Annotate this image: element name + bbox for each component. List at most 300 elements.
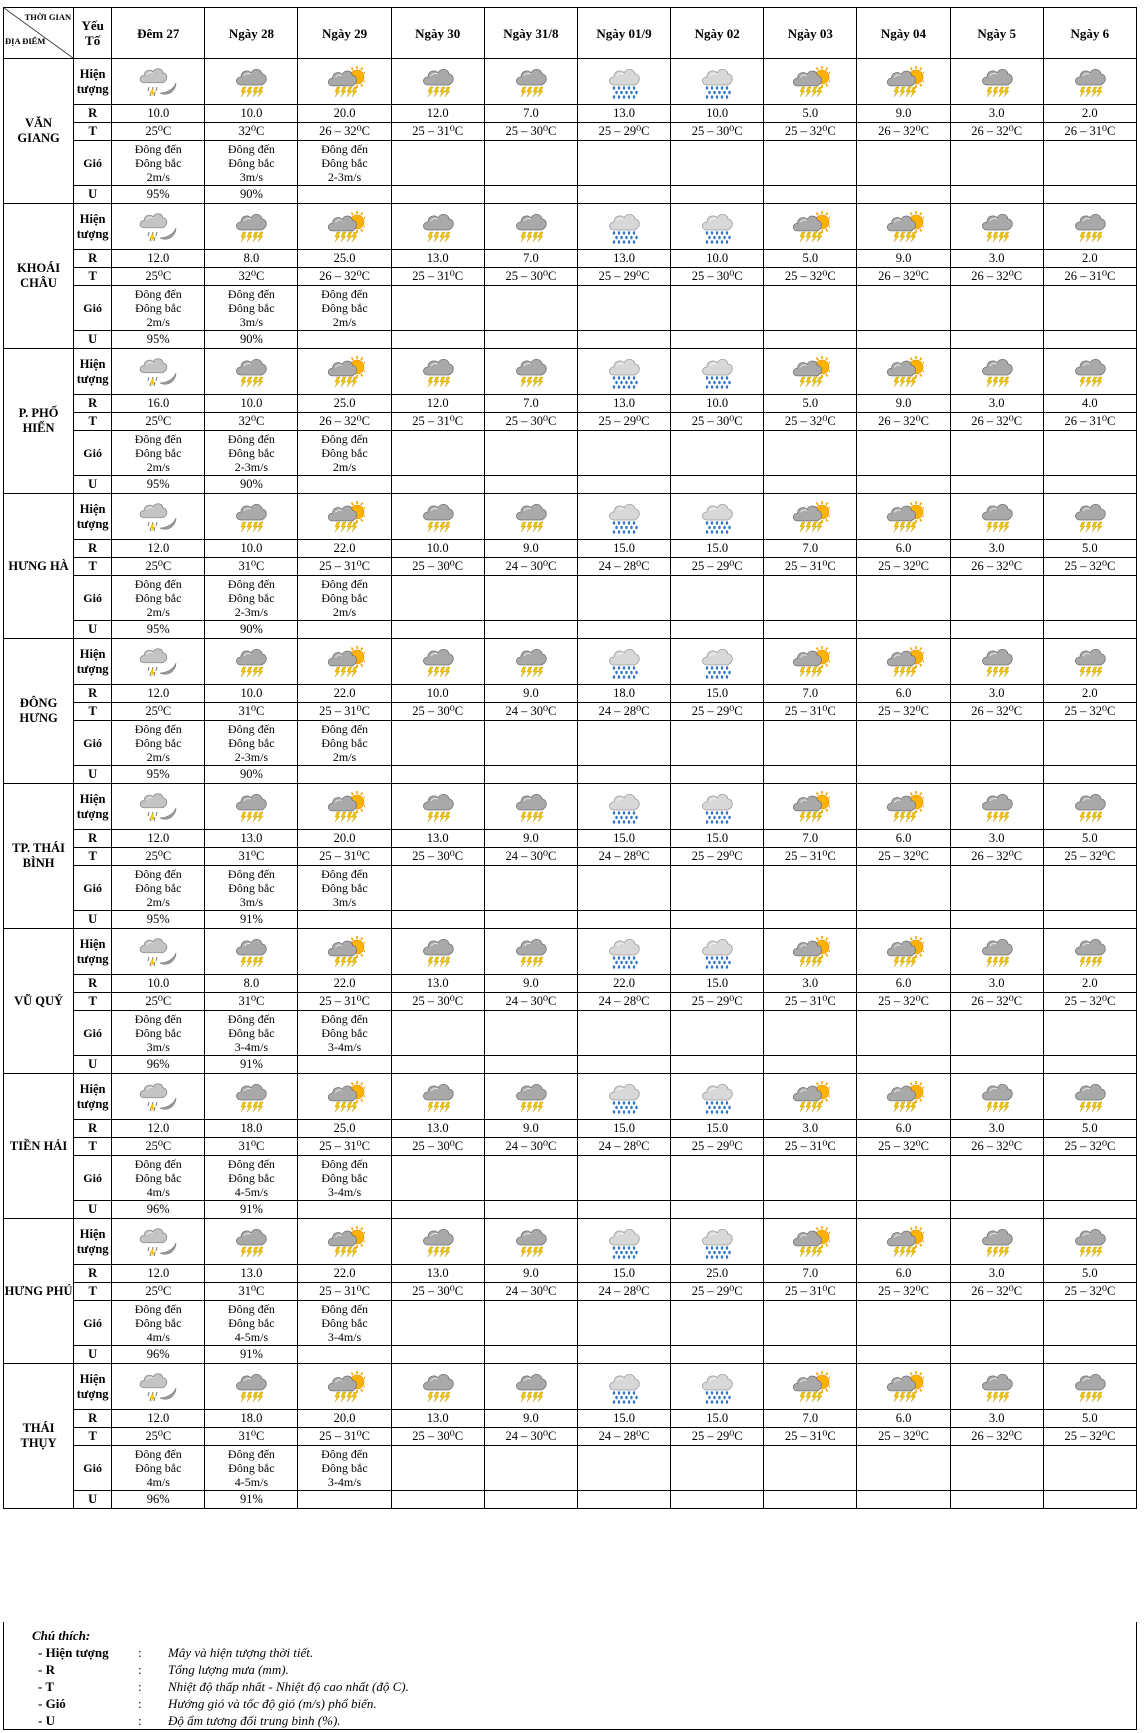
wind-line: Đông đến [134,1012,182,1026]
wind-line: Đông bắc [135,591,182,605]
phenomenon-cell [671,639,764,685]
wind-cell [484,721,577,766]
humidity-cell [764,1491,857,1509]
wind-cell [205,286,298,331]
wind-line: Đông đến [227,287,275,301]
wind-cell [764,431,857,476]
wind-label: Gió [74,576,112,621]
wind-cell [391,431,484,476]
humidity-cell [391,1056,484,1074]
sun-storm-icon [325,353,365,391]
rain-cell: 13.0 [391,830,484,848]
rain-cell: 10.0 [671,395,764,413]
phenomenon-cell [298,1364,391,1410]
phenomenon-cell [1043,639,1136,685]
temp-cell: 24 – 30⁰C [484,1428,577,1446]
wind-line: Đông đến [227,577,275,591]
wind-cell [857,141,950,186]
phenomenon-cell [484,639,577,685]
thunderstorm-icon [1070,1223,1110,1261]
wind-cell [671,576,764,621]
humidity-cell [484,621,577,639]
wind-line: Đông đến [227,722,275,736]
legend [3,1622,1137,1730]
rain-label: R [74,685,112,703]
wind-cell [205,431,298,476]
temp-cell: 26 – 31⁰C [1043,413,1136,431]
wind-line: 3m/s [239,315,264,329]
rain-cloud-icon [604,933,644,971]
legend-key: - R [38,1662,55,1677]
rain-cloud-icon [697,1223,737,1261]
wind-cell [205,1011,298,1056]
rain-cell: 16.0 [112,395,205,413]
wind-cell [950,431,1043,476]
wind-line: Đông bắc [321,1461,368,1475]
wind-line: Đông đến [321,142,369,156]
phenomenon-cell [950,784,1043,830]
wind-line: Đông bắc [135,881,182,895]
phenomenon-row [4,1364,1137,1410]
wind-line: 3-4m/s [234,1040,269,1054]
temp-cell: 25 – 30⁰C [671,123,764,141]
wind-label: Gió [74,1446,112,1491]
humidity-cell [764,186,857,204]
wind-line: Đông bắc [135,736,182,750]
temp-cell: 25 – 29⁰C [577,123,670,141]
thunderstorm-icon [418,788,458,826]
rain-cell: 2.0 [1043,250,1136,268]
temp-cell: 25 – 31⁰C [391,413,484,431]
wind-cell [391,141,484,186]
wind-line: Đông đến [227,1302,275,1316]
phenomenon-cell [484,784,577,830]
thunderstorm-icon [511,643,551,681]
sun-storm-icon [325,1368,365,1406]
wind-line: Đông đến [227,1012,275,1026]
humidity-cell [857,1346,950,1364]
temp-cell: 25 – 32⁰C [764,123,857,141]
phenomenon-cell [1043,1219,1136,1265]
legend-title: Chú thích: [32,1628,91,1643]
rain-cell: 8.0 [205,975,298,993]
sun-storm-icon [884,208,924,246]
temp-cell: 25 – 31⁰C [391,268,484,286]
phenomenon-cell [857,494,950,540]
phenomenon-label: Hiện tượng [74,204,112,250]
humidity-cell [577,1056,670,1074]
corner-cell [4,8,74,59]
wind-cell [1043,141,1136,186]
wind-line: 3m/s [239,170,264,184]
rain-cell: 5.0 [764,105,857,123]
wind-label: Gió [74,1301,112,1346]
wind-line: 2m/s [332,750,357,764]
night-cloud-rain-icon [138,1078,178,1116]
rain-cell: 3.0 [950,1265,1043,1283]
humidity-cell: 91% [205,1491,298,1509]
rain-cloud-icon [604,1078,644,1116]
wind-line: Đông đến [227,1447,275,1461]
rain-cell: 6.0 [857,1265,950,1283]
phenomenon-cell [950,929,1043,975]
temp-row [4,993,1137,1011]
phenomenon-cell [764,639,857,685]
rain-cell: 25.0 [298,395,391,413]
sun-storm-icon [790,1078,830,1116]
phenomenon-cell [205,59,298,105]
rain-row [4,540,1137,558]
wind-row [4,1446,1137,1491]
temp-cell: 31⁰C [205,703,298,721]
wind-cell [112,576,205,621]
temp-cell: 24 – 30⁰C [484,703,577,721]
humidity-cell [671,1346,764,1364]
wind-line: Đông đến [321,867,369,881]
temp-label: T [74,1138,112,1156]
wind-cell [298,431,391,476]
wind-line: Đông bắc [321,881,368,895]
rain-cell: 9.0 [857,105,950,123]
legend-desc: Độ ẩm tương đối trung bình (%). [168,1713,341,1728]
wind-cell [298,576,391,621]
thunderstorm-icon [1070,1078,1110,1116]
temp-cell: 26 – 32⁰C [950,123,1043,141]
humidity-cell [484,766,577,784]
temp-cell: 26 – 32⁰C [950,558,1043,576]
humidity-label: U [74,186,112,204]
wind-cell [1043,1011,1136,1056]
wind-line: Đông bắc [321,1026,368,1040]
humidity-cell [484,1491,577,1509]
temp-row [4,268,1137,286]
wind-line: 4m/s [146,1185,170,1199]
phenomenon-cell [298,494,391,540]
temp-cell: 26 – 32⁰C [857,268,950,286]
humidity-cell [671,1491,764,1509]
wind-line: 2m/s [146,170,170,184]
humidity-cell [671,186,764,204]
wind-cell [577,1301,670,1346]
wind-cell [484,1156,577,1201]
humidity-cell [577,911,670,929]
wind-cell [298,1446,391,1491]
temp-row [4,1283,1137,1301]
humidity-cell [1043,1491,1136,1509]
humidity-cell [764,1201,857,1219]
thunderstorm-icon [511,63,551,101]
humidity-row [4,621,1137,639]
day-header: Ngày 31/8 [484,8,577,59]
rain-label: R [74,1410,112,1428]
wind-cell [391,1011,484,1056]
phenomenon-cell [112,929,205,975]
humidity-cell: 90% [205,621,298,639]
phenomenon-label: Hiện tượng [74,494,112,540]
sun-storm-icon [325,1078,365,1116]
phenomenon-cell [577,929,670,975]
legend-colon: : [138,1645,142,1660]
temp-cell: 25 – 32⁰C [1043,848,1136,866]
rain-cloud-icon [604,788,644,826]
wind-cell [298,141,391,186]
wind-line: Đông bắc [135,1026,182,1040]
phenomenon-row [4,929,1137,975]
rain-cell: 12.0 [112,1265,205,1283]
rain-cell: 3.0 [950,1120,1043,1138]
wind-cell [1043,1446,1136,1491]
rain-cell: 4.0 [1043,395,1136,413]
humidity-cell [1043,1346,1136,1364]
wind-line: Đông đến [227,867,275,881]
legend-colon: : [138,1662,142,1677]
wind-label: Gió [74,431,112,476]
temp-cell: 25 – 31⁰C [764,848,857,866]
wind-cell [112,286,205,331]
wind-line: Đông đến [134,577,182,591]
night-cloud-rain-icon [138,933,178,971]
wind-cell [298,1156,391,1201]
rain-cell: 15.0 [671,1120,764,1138]
wind-line: 2m/s [332,315,357,329]
phenomenon-cell [857,639,950,685]
rain-cell: 7.0 [484,105,577,123]
wind-cell [391,286,484,331]
wind-cell [950,576,1043,621]
phenomenon-cell [112,204,205,250]
thunderstorm-icon [511,933,551,971]
rain-cell: 12.0 [112,685,205,703]
thunderstorm-icon [418,1368,458,1406]
wind-cell [112,1446,205,1491]
temp-cell: 26 – 31⁰C [1043,268,1136,286]
wind-cell [298,866,391,911]
night-cloud-rain-icon [138,498,178,536]
temp-cell: 25⁰C [112,558,205,576]
phenomenon-cell [577,59,670,105]
rain-cloud-icon [697,643,737,681]
rain-cell: 7.0 [764,685,857,703]
sun-storm-icon [884,933,924,971]
legend-desc: Hướng gió và tốc độ gió (m/s) phổ biến. [168,1696,377,1711]
humidity-cell [1043,621,1136,639]
wind-line: Đông đến [134,1302,182,1316]
temp-cell: 25 – 29⁰C [671,1283,764,1301]
phenomenon-label: Hiện tượng [74,349,112,395]
temp-cell: 25 – 30⁰C [484,268,577,286]
legend-item [32,1712,1136,1729]
thunderstorm-icon [418,498,458,536]
temp-label: T [74,1428,112,1446]
wind-cell [764,576,857,621]
wind-cell [112,141,205,186]
rain-cell: 3.0 [950,250,1043,268]
temp-cell: 31⁰C [205,848,298,866]
humidity-cell: 90% [205,186,298,204]
wind-cell [112,431,205,476]
wind-cell [671,1011,764,1056]
rain-cell: 12.0 [391,395,484,413]
temp-row [4,558,1137,576]
day-header: Ngày 6 [1043,8,1136,59]
phenomenon-row [4,204,1137,250]
wind-cell [205,576,298,621]
humidity-cell: 91% [205,911,298,929]
legend-item [32,1661,1136,1678]
humidity-cell [950,766,1043,784]
rain-label: R [74,540,112,558]
legend-item [32,1644,1136,1661]
wind-cell [577,1446,670,1491]
rain-cell: 2.0 [1043,975,1136,993]
sun-storm-icon [790,353,830,391]
humidity-cell [391,1201,484,1219]
humidity-cell [857,1201,950,1219]
wind-line: Đông bắc [321,1171,368,1185]
humidity-cell [484,1346,577,1364]
location-name: ĐÔNG HƯNG [4,639,74,784]
wind-cell [857,1301,950,1346]
humidity-cell [391,186,484,204]
phenomenon-cell [857,59,950,105]
temp-cell: 25⁰C [112,1428,205,1446]
wind-line: Đông bắc [228,301,275,315]
humidity-cell: 90% [205,766,298,784]
phenomenon-cell [391,59,484,105]
wind-cell [671,721,764,766]
phenomenon-cell [1043,349,1136,395]
wind-label: Gió [74,866,112,911]
wind-line: 3m/s [239,895,264,909]
temp-cell: 25 – 29⁰C [671,1428,764,1446]
phenomenon-cell [764,784,857,830]
phenomenon-cell [205,349,298,395]
humidity-cell [857,476,950,494]
phenomenon-cell [1043,494,1136,540]
humidity-cell [298,331,391,349]
wind-cell [764,1156,857,1201]
temp-cell: 25 – 31⁰C [298,1138,391,1156]
day-header: Ngày 5 [950,8,1043,59]
phenomenon-cell [391,1364,484,1410]
wind-cell [112,1156,205,1201]
rain-cell: 9.0 [484,1410,577,1428]
temp-cell: 26 – 32⁰C [950,1138,1043,1156]
phenomenon-cell [484,1074,577,1120]
temp-row [4,123,1137,141]
wind-cell [577,431,670,476]
day-header: Ngày 28 [205,8,298,59]
wind-line: Đông đến [321,577,369,591]
sun-storm-icon [884,643,924,681]
phenomenon-row [4,349,1137,395]
phenomenon-row [4,639,1137,685]
wind-row [4,431,1137,476]
legend-item [32,1695,1136,1712]
phenomenon-cell [950,494,1043,540]
phenomenon-cell [112,784,205,830]
thunderstorm-icon [977,498,1017,536]
wind-cell [577,141,670,186]
humidity-row [4,186,1137,204]
phenomenon-cell [391,204,484,250]
wind-cell [671,286,764,331]
day-header: Ngày 30 [391,8,484,59]
humidity-cell [298,1491,391,1509]
phenomenon-row [4,1219,1137,1265]
thunderstorm-icon [231,498,271,536]
thunderstorm-icon [231,933,271,971]
temp-cell: 26 – 32⁰C [950,848,1043,866]
wind-line: Đông bắc [228,156,275,170]
phenomenon-cell [671,204,764,250]
humidity-cell [764,1056,857,1074]
wind-line: 3-4m/s [327,1475,362,1489]
rain-cell: 15.0 [577,1120,670,1138]
phenomenon-cell [484,59,577,105]
wind-line: Đông đến [321,722,369,736]
wind-line: 4m/s [146,1475,170,1489]
humidity-label: U [74,766,112,784]
humidity-cell [298,186,391,204]
wind-line: Đông đến [227,432,275,446]
legend-key: - Hiện tượng [38,1645,109,1660]
temp-cell: 25 – 32⁰C [764,268,857,286]
temp-cell: 25 – 31⁰C [764,703,857,721]
temp-cell: 25 – 30⁰C [391,558,484,576]
temp-label: T [74,413,112,431]
rain-cell: 5.0 [764,250,857,268]
thunderstorm-icon [418,1078,458,1116]
humidity-cell [484,331,577,349]
thunderstorm-icon [231,1223,271,1261]
wind-cell [577,866,670,911]
rain-row [4,975,1137,993]
humidity-cell [391,476,484,494]
phenomenon-cell [298,1219,391,1265]
temp-cell: 25 – 29⁰C [671,703,764,721]
temp-cell: 25 – 29⁰C [577,413,670,431]
humidity-cell [484,476,577,494]
humidity-label: U [74,1491,112,1509]
phenomenon-cell [1043,1074,1136,1120]
rain-cloud-icon [697,788,737,826]
wind-label: Gió [74,1156,112,1201]
phenomenon-cell [577,1074,670,1120]
rain-cell: 15.0 [671,975,764,993]
temp-cell: 25 – 32⁰C [857,1138,950,1156]
wind-line: Đông đến [321,432,369,446]
wind-cell [484,1011,577,1056]
thunderstorm-icon [511,1078,551,1116]
humidity-cell: 96% [112,1201,205,1219]
rain-cell: 13.0 [577,250,670,268]
factor-header: Yếu Tố [74,8,112,59]
phenomenon-cell [764,929,857,975]
temp-row [4,848,1137,866]
temp-cell: 26 – 32⁰C [950,413,1043,431]
wind-line: Đông bắc [228,591,275,605]
wind-line: Đông bắc [321,301,368,315]
temp-cell: 31⁰C [205,1283,298,1301]
phenomenon-cell [484,349,577,395]
phenomenon-label: Hiện tượng [74,1219,112,1265]
wind-line: Đông bắc [321,591,368,605]
rain-cell: 15.0 [671,685,764,703]
legend-desc: Tổng lượng mưa (mm). [168,1662,289,1677]
wind-line: Đông bắc [321,736,368,750]
wind-line: 2m/s [146,460,170,474]
